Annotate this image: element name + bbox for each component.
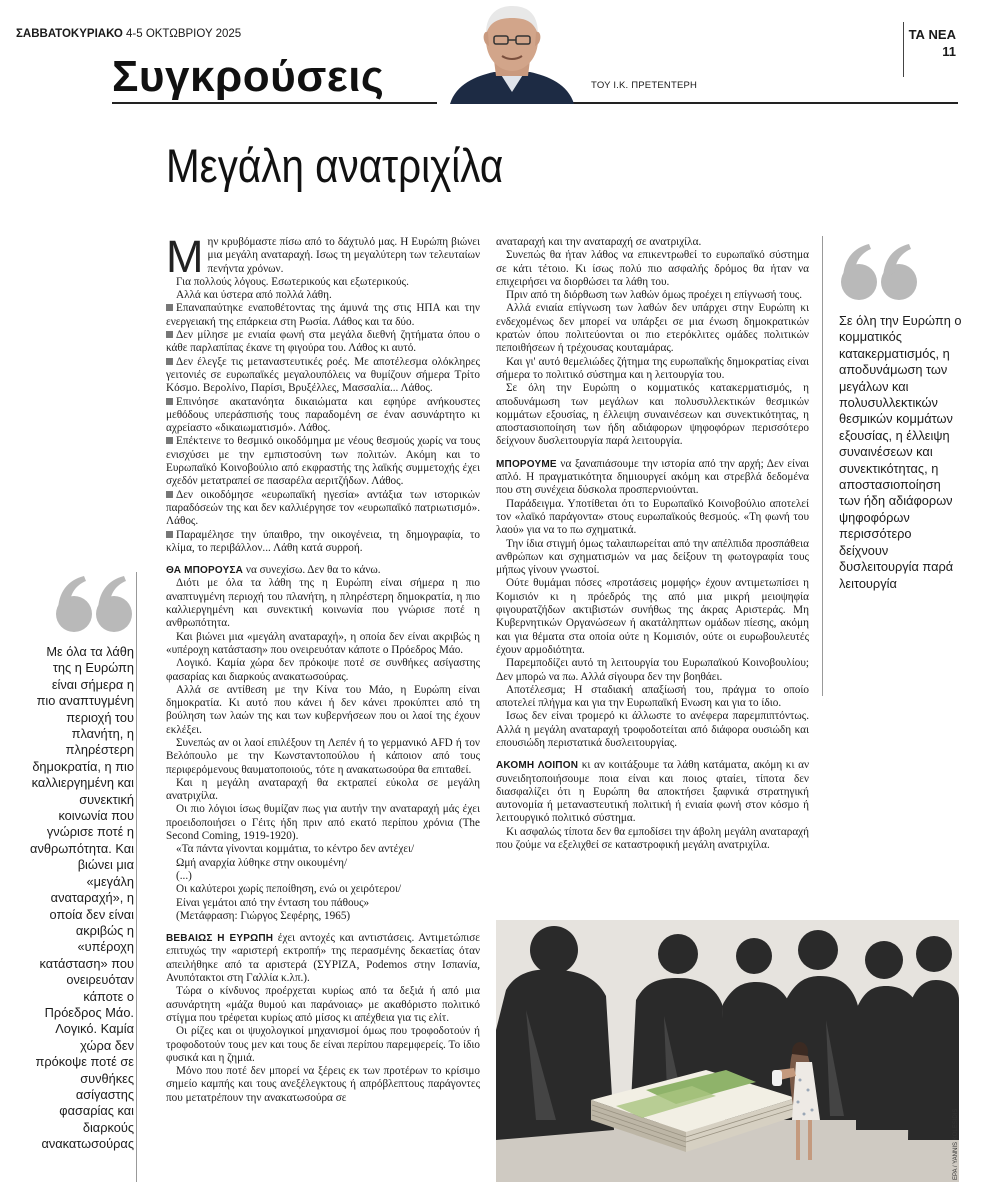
- bullet-paragraph: Επαναπαύτηκε εναποθέτοντας της άμυνά της στις ΗΠΑ και την ενεργειακή της επάρκεια στη Ρωσία. Λάθος και τα δύο.: [166, 302, 480, 328]
- bullet-paragraph: Επέκτεινε το θεσμικό οικοδόμημα με νέους θεσμούς χωρίς να τους ενισχύσει με την εμπιστοσύνη των πολιτών. Ακόμη και το Ευρωπαϊκό Κοινοβούλιο από εκφραστής της λαϊκής συμμετοχής έχει σχεδόν μετατραπεί σε πασαρέλα αεριτζήδων. Λάθος.: [166, 435, 480, 488]
- verse-line: (Μετάφραση: Γιώργος Σεφέρης, 1965): [176, 909, 351, 922]
- lead-paragraph: ΒΕΒΑΙΩΣ Η ΕΥΡΩΠΗ έχει αντοχές και αντιστάσεις. Αντιμετώπισε επιτυχώς την «αριστερή εκτροπή» της περασμένης δεκαετίας όταν απειλήθηκε από τα αριστερά (ΣΥΡΙΖΑ, Podemos στην Ισπανία, Ανυπότακτοι στη Γαλλία κ.λπ.).: [166, 932, 480, 985]
- paragraph: Αποτέλεσμα; Η σταδιακή απαξίωσή του, πράγμα το οποίο αποτελεί πλήγμα και για την Ευρωπαϊκή Ενωση και για το ίδιο.: [496, 683, 809, 710]
- issue-day: ΣΑΒΒΑΤΟΚΥΡΙΑΚΟ: [16, 28, 123, 40]
- verse-line: Οι καλύτεροι χωρίς πεποίθηση, ενώ οι χειρότεροι/: [176, 883, 402, 896]
- lead-in: ΑΚΟΜΗ ΛΟΙΠΟΝ: [496, 760, 579, 772]
- quote-mark-icon: [54, 572, 136, 634]
- verse-line: «Τα πάντα γίνονται κομμάτια, το κέντρο δεν αντέχει/: [176, 843, 415, 856]
- paragraph: Οι ρίζες και οι ψυχολογικοί μηχανισμοί όμως που τροφοδοτούν ή τροφοδοτούν τους μεν και τους δε είναι περίπου παρεμφερείς. Το ίδιο φυσικά και η ζημιά.: [166, 1025, 480, 1064]
- bullet-square-icon: [166, 304, 173, 311]
- lead-in: ΘΑ ΜΠΟΡΟΥΣΑ: [166, 565, 244, 577]
- bullet-square-icon: [166, 331, 173, 338]
- bullet-paragraph: Δεν έλεγξε τις μεταναστευτικές ροές. Με αποτέλεσμα ολόκληρες γειτονιές σε ευρωπαϊκές μεγαλουπόλεις να θυμίζουν σήμερα Τρίτο Κόσμο. Βερολίνο, Παρίσι, Βρυξέλλες, Μασσαλία... Λάθος.: [166, 355, 480, 395]
- paragraph: Συνεπώς θα ήταν λάθος να επικεντρωθεί το ευρωπαϊκό σύστημα σε κάτι τέτοιο. Κι ίσως πολύ πιο ασφαλής δρόμος θα ήταν να επιχειρήσει να διορθώσει τα λάθη του.: [496, 249, 809, 288]
- bullet-paragraph: Δεν οικοδόμησε «ευρωπαϊκή ηγεσία» αντάξια των ιστορικών παραδόσεών της και δεν καλλιέργησε τον «ευρωπαϊκό πατριωτισμό». Λάθος.: [166, 488, 480, 528]
- paragraph: Παρεμποδίζει αυτό τη λειτουργία του Ευρωπαϊκού Κοινοβουλίου; Δεν μπορώ να πω. Αλλά σίγουρα δεν την βοηθάει.: [496, 657, 809, 683]
- drop-cap: Μ: [166, 231, 204, 282]
- mural-illustration: [496, 920, 959, 1182]
- article-photo: [496, 920, 959, 1182]
- bullet-paragraph: Δεν μίλησε με ενιαία φωνή στα μεγάλα διεθνή ζητήματα όπου ο κάθε παρλαπίπας έκανε τη φιγούρα του. Λάθος κι αυτό.: [166, 329, 480, 355]
- bullet-paragraph: Παραμέλησε την ύπαιθρο, την οικογένεια, τη δημογραφία, το κλίμα, το περιβάλλον... Λάθη κατά συρροή.: [166, 528, 480, 554]
- pullquote-left: [30, 572, 137, 1182]
- title-rule-right: [548, 102, 958, 104]
- paragraph: Αλλά σε αντίθεση με την Κίνα του Μάο, η Ευρώπη είναι δημοκρατία. Κι αυτό που κάνει ή δεν κάνει προκύπτει από τη βούληση των λαών της και των κυβερνήσεων που οι λαοί της έχουν εκλέξει.: [166, 683, 480, 736]
- paragraph: Οι πιο λόγιοι ίσως θυμίζαν πως για αυτήν την αναταραχή μάς έχει προειδοποιήσει ο Γέιτς ήδη πριν από εκατό περίπου χρόνια (The Second Coming, 1919-1920).: [166, 803, 480, 843]
- paragraph: αναταραχή και την αναταραχή σε ανατριχίλα.: [496, 236, 702, 248]
- lead-paragraph: ΘΑ ΜΠΟΡΟΥΣΑ να συνεχίσω. Δεν θα το κάνω.: [166, 564, 381, 577]
- paragraph: Και βιώνει μια «μεγάλη αναταραχή», η οποία δεν είναι ακριβώς η «υπέροχη κατάσταση» που ονειρευόταν κάποτε ο Πρόεδρος Μάο.: [166, 630, 480, 656]
- pullquote-right-text: Σε όλη την Ευρώπη ο κομματικός κατακερματισμός, η αποδυνάμωση των μεγάλων και πολυσυλλεκτικών θεσμικών κομμάτων εξουσίας, η έλλειψη συναινέσεων και συνεκτικότητας, η αποστασιοποίηση των ήδη αδιάφορων ψηφοφόρων περισσότερο δείχνουν δυσλειτουργία παρά λειτουργία: [839, 313, 962, 591]
- paragraph: Και η μεγάλη αναταραχή θα εκτραπεί εύκολα σε μεγάλη ανατριχίλα.: [166, 776, 480, 803]
- article-column-1: [166, 231, 480, 1105]
- bullet-square-icon: [166, 437, 173, 444]
- paragraph: Για πολλούς λόγους. Εσωτερικούς και εξωτερικούς.: [176, 275, 409, 288]
- paragraph: Μόνο που ποτέ δεν μπορεί να ξέρεις εκ των προτέρων το κρίσιμο σημείο καμπής και τους ανεξέλεγκτους ή απρόβλεπτους παράγοντες που μετατρέπουν την ανακατωσούρα σε: [166, 1065, 480, 1104]
- paragraph: Ούτε θυμάμαι πόσες «προτάσεις μομφής» έχουν αντιμετωπίσει η Κομισιόν κι η πρόεδρός της από μια μικρή μειοψηφία φιγουρατζήδων ακτιβιστών συνήθως της άκρας Αριστεράς. Μη Κυβερνητικών Οργανώσεων ή ακατάληπτων ομάδων πίεσης, ακόμη και για θέματα στα οποία ούτε η Κομισιόν, ούτε οι ευρωβουλευτές έχουν αρμοδιότητα.: [496, 577, 809, 656]
- paragraph: Αλλά ενιαία επίγνωση των λαθών δεν υπάρχει στην Ευρώπη κι ενδεχομένως δεν μπορεί να υπάρξει σε μια ένωση δημοκρατικών κρατών όπου πολιτεύονται οι πιο ετερόκλιτες ομάδες πολιτικών πεποιθήσεων ή τρέχουσας κουταμάρας.: [496, 302, 809, 355]
- photo-credit: EPA / YANNIS KOLESIDIS: [953, 1108, 959, 1180]
- paragraph: Συνεπώς αν οι λαοί επιλέξουν τη Λεπέν ή το γερμανικό AFD ή τον Βελόπουλο με την Κωνσταντοπούλου ή κάποιον από τους περιφερόμενους θαυματοποιούς, τότε η ανακατωσούρα θα επιταθεί.: [166, 736, 480, 776]
- paragraph: Ισως δεν είναι τρομερό κι άλλωστε το ανέφερα παρεμπιπτόντως. Αλλά η μεγάλη αναταραχή τροφοδοτείται από διάφορα ουσιώδη και επουσιώδη περιστατικά δυσλειτουργίας.: [496, 710, 809, 749]
- paragraph: Μην κρυβόμαστε πίσω από το δάχτυλό μας. Η Ευρώπη βιώνει μια μεγάλη αναταραχή. Ισως τη μεγαλύτερη των τελευταίων πενήντα χρόνων.: [166, 231, 480, 282]
- paragraph: Σε όλη την Ευρώπη ο κομματικός κατακερματισμός, η αποδυνάμωση των μεγάλων και πολυσυλλεκτικών θεσμικών κομμάτων εξουσίας, η έλλειψη συναινέσεων και συνεκτικότητας, η αποστασιοποίηση των ήδη αδιάφορων ψηφοφόρων περισσότερο δείχνουν δυσλειτουργία παρά λειτουργία.: [496, 382, 809, 448]
- verse-line: Είναι γεμάτοι από την ένταση του πάθους»: [176, 896, 370, 909]
- paragraph: Λογικό. Καμία χώρα δεν πρόκοψε ποτέ σε συνθήκες ασίγαστης φασαρίας και διαρκούς ανακατωσούρας.: [166, 657, 480, 683]
- verse-line: (...): [176, 869, 192, 882]
- pullquote-left-text: Με όλα τα λάθη της η Ευρώπη είναι σήμερα η πιο αναπτυγμένη περιοχή του πλανήτη, η πληρέστερη δημοκρατία, η πιο καλλιεργημένη και συνεκτική κοινωνία που γνώρισε ποτέ η ανθρωπότητα. Και βιώνει μια «μεγάλη αναταραχή», η οποία δεν είναι ακριβώς η «υπέροχη κατάσταση» που ονειρευόταν κάποτε ο Πρόεδρος Μάο. Λογικό. Καμία χώρα δεν πρόκοψε ποτέ σε συνθήκες ασίγαστης φασαρίας και διαρκούς ανακατωσούρας: [30, 644, 134, 1152]
- bullet-square-icon: [166, 398, 173, 405]
- paragraph: Αλλά και ύστερα από πολλά λάθη.: [176, 289, 332, 302]
- quote-mark-icon: [839, 240, 921, 302]
- page-number: 11: [942, 44, 956, 59]
- paragraph: Κι ασφαλώς τίποτα δεν θα εμποδίσει την άβολη μεγάλη αναταραχή που ζούμε να εξελιχθεί σε καταστροφική μεγάλη ανατριχίλα.: [496, 825, 809, 852]
- verse-line: Ωμή αναρχία λύθηκε στην οικουμένη/: [176, 856, 348, 869]
- paper-masthead: [909, 26, 956, 60]
- byline: ΤΟΥ Ι.Κ. ΠΡΕΤΕΝΤΕΡΗ: [591, 80, 698, 91]
- paragraph: Τώρα ο κίνδυνος προέρχεται κυρίως από τα δεξιά ή από μια ασυνάρτητη «μάζα θυμού και παράνοιας» με ακαθόριστο πολιτικό στίγμα που τρέφεται κυρίως από μίσος κι απέχθεια για τις ελίτ.: [166, 985, 480, 1024]
- paragraph: Την ίδια στιγμή όμως ταλαιπωρείται από την απέλπιδα προσπάθεια ανθρώπων και σχηματισμών να μας δείξουν τη φωτογραφία τους μήπως γίνουν γνωστοί.: [496, 537, 809, 577]
- pullquote-right: [822, 236, 962, 696]
- lead-in: ΜΠΟΡΟΥΜΕ: [496, 458, 557, 470]
- bullet-square-icon: [166, 531, 173, 538]
- bullet-square-icon: [166, 358, 173, 365]
- paragraph: Και γι' αυτό θεμελιώδες ζήτημα της ευρωπαϊκής δημοκρατίας είναι σήμερα το πολιτικό σύστημα και η λειτουργία του.: [496, 355, 809, 381]
- issue-date: [16, 28, 241, 40]
- paragraph: Πριν από τη διόρθωση των λαθών όμως προέχει η επίγνωσή τους.: [506, 289, 803, 302]
- title-rule: [112, 102, 437, 104]
- lead-paragraph: ΜΠΟΡΟΥΜΕ να ξαναπιάσουμε την ιστορία από την αρχή; Δεν είναι απλό. Η πραγματικότητα δημιουργεί ακόμη και στρεβλά δεδομένα που στη συνέχεια δύσκολα προσπερνιούνται.: [496, 457, 809, 497]
- lead-paragraph: ΑΚΟΜΗ ΛΟΙΠΟΝ κι αν κοιτάξουμε τα λάθη κατάματα, ακόμη κι αν συνειδητοποιήσουμε ποια είναι και ποιος φταίει, τίποτα δεν διασφαλίζει ότι η Ευρώπη θα αποκτήσει ξαφνικά στρατηγική αυτονομία ή μεταναστευτική πολιτική ή ενιαία φωνή στον κόσμο ή λειτουργικό πολιτικό σύστημα.: [496, 759, 809, 825]
- paper-name: ΤΑ ΝΕΑ: [908, 27, 956, 42]
- paragraph: Διότι με όλα τα λάθη της η Ευρώπη είναι σήμερα η πιο αναπτυγμένη περιοχή του πλανήτη, η πληρέστερη δημοκρατία, η πιο καλλιεργημένη και συνεκτική κοινωνία που γνώρισε ποτέ η ανθρωπότητα.: [166, 577, 480, 630]
- column-title: Συγκρούσεις: [112, 52, 385, 101]
- bullet-paragraph: Επινόησε ακατανόητα δικαιώματα και εφηύρε ανήκουστες μεθόδους υπεράσπισής τους παραδομένη σε έναν ασυνάρτητο κι αχρείαστο «δικαιωματισμό». Λάθος.: [166, 395, 480, 435]
- author-portrait: [442, 0, 582, 104]
- lead-in: ΒΕΒΑΙΩΣ Η ΕΥΡΩΠΗ: [166, 933, 274, 945]
- article-column-2: [496, 236, 809, 852]
- headline: Μεγάλη ανατριχίλα: [166, 139, 504, 192]
- bullet-square-icon: [166, 491, 173, 498]
- header-divider: [903, 22, 904, 77]
- paragraph: Παράδειγμα. Υποτίθεται ότι το Ευρωπαϊκό Κοινοβούλιο αποτελεί τον «λαϊκό παράγοντα» στους ευρωπαϊκούς θεσμούς. «Τη φωνή του λαού» για να το πω σχηματικά.: [496, 497, 809, 537]
- issue-date-text: 4-5 ΟΚΤΩΒΡΙΟΥ 2025: [126, 28, 242, 40]
